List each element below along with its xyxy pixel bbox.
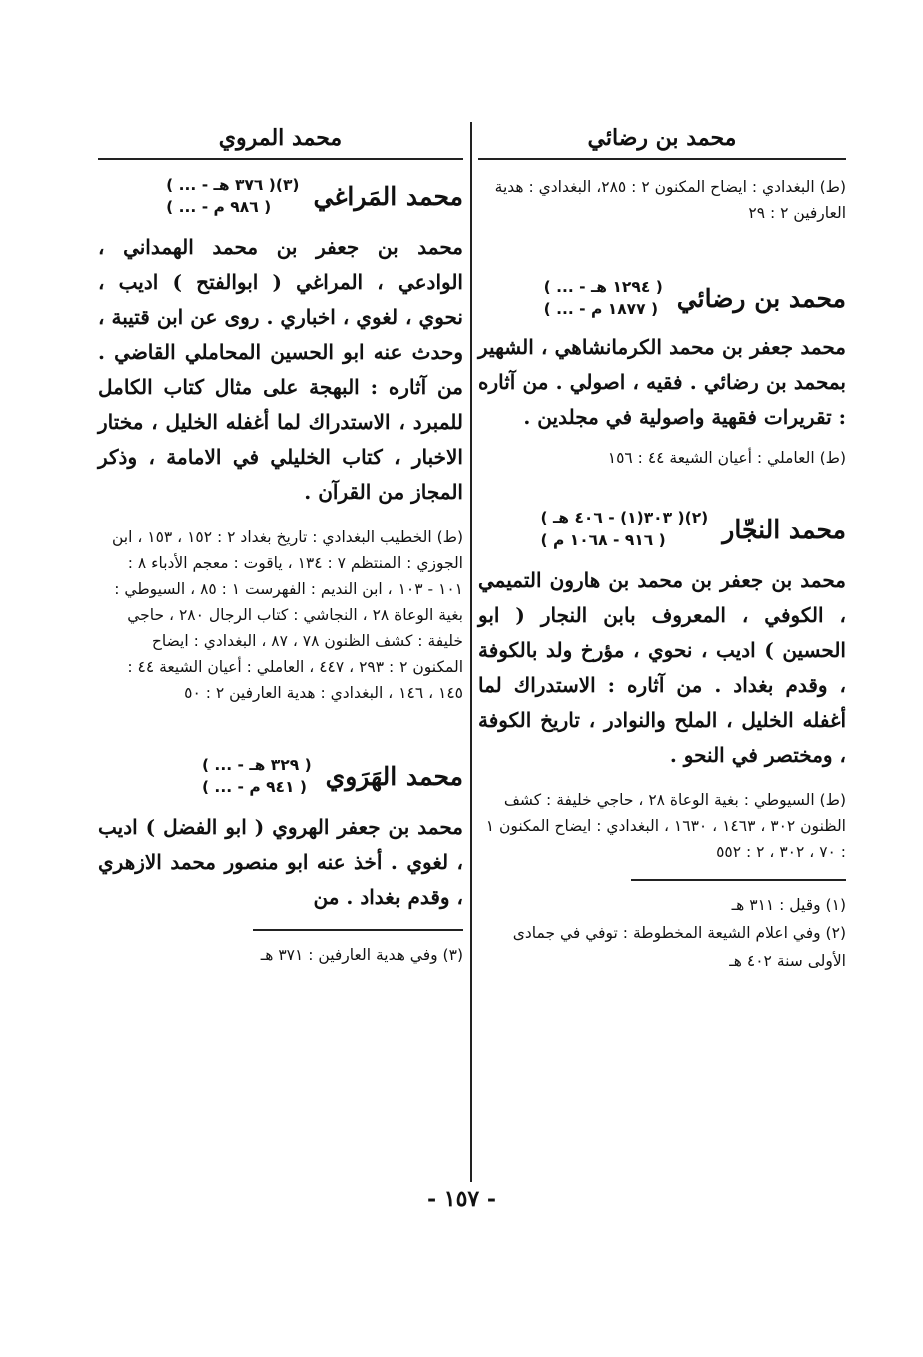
footnote: (٣) وفي هدية العارفين : ٣٧١ هـ	[260, 945, 463, 964]
entry-name: محمد المَراغي	[313, 181, 463, 211]
entry-dates	[541, 507, 709, 551]
entry-body: محمد جعفر بن محمد الكرمانشاهي ، الشهير بمحمد بن رضائي . فقيه ، اصولي . من آثاره : تقريرات فقهية واصولية في مجلدين .	[478, 335, 846, 429]
entry-name: محمد النجّار	[722, 514, 846, 544]
hijri-dates: ( ٣٠٣(١) - ٤٠٦ هـ )(٢)	[540, 509, 709, 527]
entry-body: محمد بن جعفر بن محمد الهمداني ، الوادعي ، المراغي ( ابوالفتح ) اديب ، نحوي ، لغوي ، اخباري . روى عن ابن قتيبة ، وحدث عنه ابو الحسين المحاملي القاضي . من آثاره : البهجة على مثال كتاب الكامل للمبرد ، الاستدراك لما أغفله الخليل ، مختار الاخبار ، كتاب الخليلي في الامامة ، وذكر المجاز من القرآن .	[98, 235, 463, 504]
header-rule-right	[478, 158, 846, 160]
hijri-dates: ( ... - ٣٧٦ هـ )(٣)	[166, 176, 300, 194]
running-head-left: محمد المروي	[218, 125, 343, 151]
entry-name: محمد الهَرَوي	[325, 761, 463, 791]
entry-heading	[478, 276, 846, 320]
footnote-rule	[253, 929, 463, 931]
entry-references: (ط) العاملي : أعيان الشيعة ٤٤ : ١٥٦	[607, 449, 846, 467]
gregorian-dates: ( ... - ١٨٧٧ م )	[543, 300, 659, 318]
entry-name: محمد بن رضائي	[676, 283, 846, 313]
entry-references: (ط) السيوطي : بغية الوعاة ٢٨ ، حاجي خليفة : كشف الظنون ٣٠٢ ، ١٤٦٣ ، ١٦٣٠ ، البغدادي : ايضاح المكنون ١ : ٧٠ ، ٣٠٢ ، ٢ : ٥٥٢	[485, 791, 846, 861]
footnote: (١) وقيل : ٣١١ هـ	[731, 895, 846, 914]
entry-dates	[544, 276, 663, 320]
footnote-rule	[631, 879, 846, 881]
continued-references: (ط) البغدادي : ايضاح المكنون ٢ : ٢٨٥، البغدادي : هدية العارفين ٢ : ٢٩	[494, 178, 846, 222]
entry-heading	[478, 507, 846, 551]
hijri-dates: ( ... - ١٢٩٤ هـ )	[543, 278, 663, 296]
running-head-right: محمد بن رضائي	[587, 125, 737, 151]
gregorian-dates: ( ... - ٩٨٦ م )	[166, 198, 272, 216]
page-number: - ١٥٧ -	[426, 1186, 497, 1212]
hijri-dates: ( ... - ٣٢٩ هـ )	[201, 756, 312, 774]
entry-body: محمد بن جعفر الهروي ( ابو الفضل ) اديب ، لغوي . أخذ عنه ابو منصور محمد الازهري ، وقدم بغداد . من	[98, 815, 463, 909]
entry-heading	[98, 754, 463, 798]
left-column	[98, 118, 463, 1208]
footnote: (٢) وفي اعلام الشيعة المخطوطة : توفي في جمادى الأولى سنة ٤٠٢ هـ	[512, 923, 846, 970]
gregorian-dates: ( ... - ٩٤١ م )	[201, 778, 307, 796]
header-rule-left	[98, 158, 463, 160]
entry-dates	[202, 754, 312, 798]
gregorian-dates: ( ٩١٦ - ١٠٦٨ م )	[540, 531, 666, 549]
entry-references: (ط) الخطيب البغدادي : تاريخ بغداد ٢ : ١٥٢ ، ١٥٣ ، ابن الجوزي : المنتظم ٧ : ١٣٤ ، ياقوت : معجم الأدباء ٨ : ١٠١ - ١٠٣ ، ابن النديم : الفهرست ١ : ٨٥ ، السيوطي : بغية الوعاة ٢٨ ، النجاشي : كتاب الرجال ٢٨٠ ، حاجي خليفة : كشف الظنون ٧٨ ، ٨٧ ، البغدادي : ايضاح المكنون ٢ : ٢٩٣ ، ٤٤٧ ، العاملي : أعيان الشيعة ٤٤ : ١٤٥ ، ١٤٦ ، البغدادي : هدية العارفين ٢ : ٥٠	[111, 528, 463, 702]
right-column	[478, 118, 846, 1208]
entry-heading	[98, 174, 463, 218]
entry-body: محمد بن جعفر بن محمد بن هارون التميمي ، الكوفي ، المعروف بابن النجار ( ابو الحسين ) اديب ، نحوي ، مؤرخ ولد بالكوفة ، وقدم بغداد . من آثاره : الاستدراك لما أغفله الخليل ، الملح والنوادر ، تاريخ الكوفة ، ومختصر في النحو .	[478, 568, 846, 767]
column-divider	[470, 122, 472, 1182]
entry-dates	[166, 174, 299, 218]
